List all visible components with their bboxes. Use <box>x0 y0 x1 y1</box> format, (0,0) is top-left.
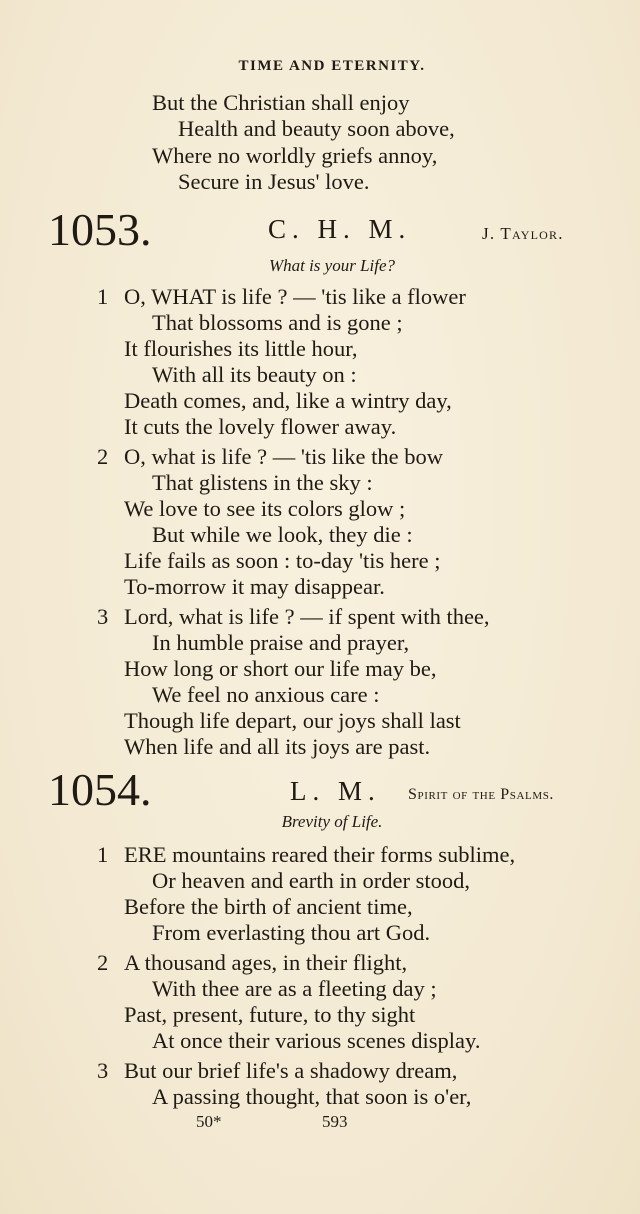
verse-line: How long or short our life may be, <box>124 656 437 681</box>
verse-line: Death comes, and, like a wintry day, <box>124 388 452 413</box>
verse-line: A thousand ages, in their flight, <box>124 950 408 975</box>
verse-number: 2 <box>97 444 109 469</box>
verse-number: 1 <box>97 842 109 867</box>
verse-number: 3 <box>97 1058 109 1083</box>
opening-line: Health and beauty soon above, <box>178 116 455 141</box>
verse-line: Though life depart, our joys shall last <box>124 708 461 733</box>
verse-line: That blossoms and is gone ; <box>152 310 403 335</box>
hymn-title: What is your Life? <box>268 256 396 275</box>
running-head: TIME AND ETERNITY. <box>238 58 426 74</box>
verse-line: We love to see its colors glow ; <box>124 496 406 521</box>
verse-line: With thee are as a fleeting day ; <box>152 976 437 1001</box>
verse-line: From everlasting thou art God. <box>152 920 431 945</box>
hymn-number: 1053. <box>48 204 152 255</box>
verse-line: That glistens in the sky : <box>152 470 373 495</box>
verse-line: O, WHAT is life ? — 'tis like a flower <box>124 284 466 309</box>
opening-line: But the Christian shall enjoy <box>152 90 410 115</box>
verse-line: Lord, what is life ? — if spent with thee, <box>124 604 490 629</box>
opening-line: Secure in Jesus' love. <box>178 169 370 194</box>
verse-line: Or heaven and earth in order stood, <box>152 868 471 893</box>
signature-mark: 50* <box>196 1112 222 1131</box>
verse-line: It cuts the lovely flower away. <box>124 414 397 439</box>
hymn-author: J. Taylor. <box>482 224 564 243</box>
hymn-meter: L. M. <box>290 776 381 806</box>
verse-line: With all its beauty on : <box>152 362 357 387</box>
hymn-meter: C. H. M. <box>268 214 412 244</box>
verse-line: But our brief life's a shadowy dream, <box>124 1058 458 1083</box>
verse-number: 2 <box>97 950 109 975</box>
verse-line: When life and all its joys are past. <box>124 734 431 759</box>
verse-line: O, what is life ? — 'tis like the bow <box>124 444 443 469</box>
verse-line: In humble praise and prayer, <box>152 630 410 655</box>
verse-line: We feel no anxious care : <box>152 682 380 707</box>
hymn-title: Brevity of Life. <box>281 812 383 831</box>
verse-line: To-morrow it may disappear. <box>124 574 385 599</box>
verse-line: But while we look, they die : <box>152 522 413 547</box>
opening-line: Where no worldly griefs annoy, <box>152 143 438 168</box>
verse-line: Life fails as soon : to-day 'tis here ; <box>124 548 441 573</box>
verse-number: 3 <box>97 604 109 629</box>
hymn-author: Spirit of the Psalms. <box>408 786 555 803</box>
hymn-number: 1054. <box>48 764 152 815</box>
verse-line: Before the birth of ancient time, <box>124 894 413 919</box>
verse-line: Past, present, future, to thy sight <box>124 1002 416 1027</box>
verse-line: ERE mountains reared their forms sublime, <box>124 842 516 867</box>
page-number: 593 <box>322 1112 348 1131</box>
verse-line: A passing thought, that soon is o'er, <box>152 1084 472 1109</box>
verse-line: At once their various scenes display. <box>152 1028 481 1053</box>
verse-line: It flourishes its little hour, <box>124 336 358 361</box>
verse-number: 1 <box>97 284 109 309</box>
